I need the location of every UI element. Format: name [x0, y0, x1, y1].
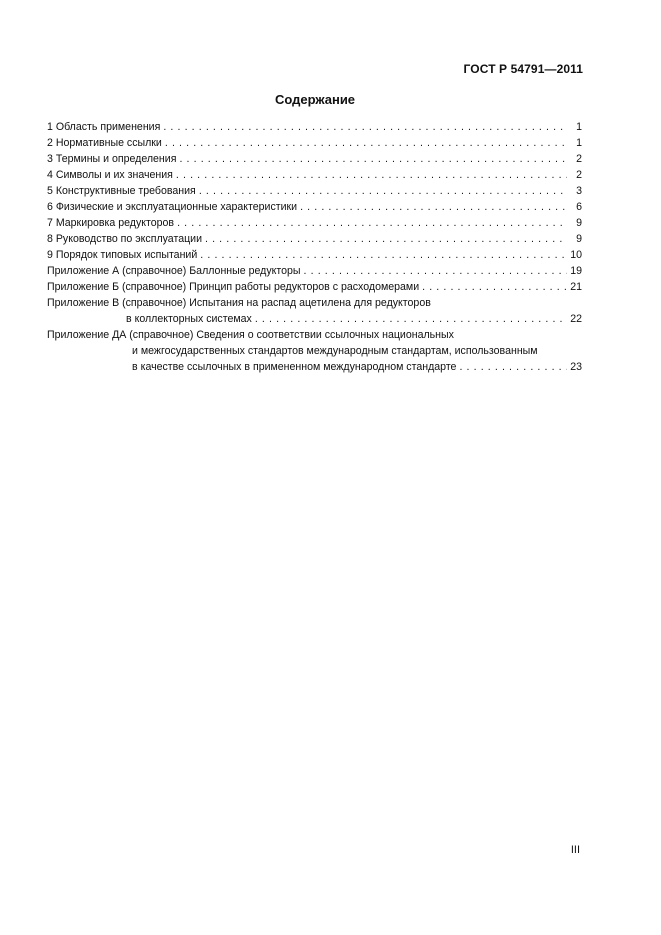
- toc-entry-label-continued: в коллекторных системах: [126, 313, 252, 325]
- standard-code: ГОСТ Р 54791—2011: [463, 62, 583, 76]
- toc-entry-page: 2: [576, 169, 582, 181]
- toc-entry[interactable]: [47, 247, 582, 263]
- toc-entry-label: 4 Символы и их значения: [47, 169, 173, 181]
- toc-leader-dots: [200, 247, 567, 263]
- toc-entry-page: 6: [576, 201, 582, 213]
- toc-leader-dots: [300, 199, 567, 215]
- toc-entry[interactable]: [47, 151, 582, 167]
- toc-entry[interactable]: [47, 263, 582, 279]
- toc-entry-appendix-v-continued[interactable]: [47, 311, 582, 327]
- toc-leader-dots: [179, 151, 567, 167]
- toc-entry-page: 19: [570, 265, 582, 277]
- toc-entry-label: Приложение ДА (справочное) Сведения о соответствии ссылочных национальных: [47, 329, 454, 341]
- table-of-contents: [47, 119, 582, 375]
- toc-leader-dots: [176, 167, 567, 183]
- toc-leader-dots: [205, 231, 567, 247]
- toc-entry-label: 1 Область применения: [47, 121, 161, 133]
- toc-leader-dots: [255, 311, 567, 327]
- toc-entry-page: 2: [576, 153, 582, 165]
- toc-entry-label: 6 Физические и эксплуатационные характеристики: [47, 201, 298, 213]
- toc-entry-appendix-da-continued[interactable]: [47, 343, 582, 359]
- toc-leader-dots: [422, 279, 567, 295]
- toc-entry-appendix-da-continued[interactable]: [47, 359, 582, 375]
- toc-entry-appendix-da[interactable]: [47, 327, 582, 343]
- toc-entry-label-continued: и межгосударственных стандартов международным стандартам, использованным: [132, 345, 538, 357]
- toc-entry[interactable]: [47, 231, 582, 247]
- toc-leader-dots: [165, 135, 567, 151]
- toc-entry-label: 3 Термины и определения: [47, 153, 177, 165]
- toc-entry-label-continued: в качестве ссылочных в примененном международном стандарте: [132, 361, 457, 373]
- toc-entry-page: 10: [570, 249, 582, 261]
- toc-entry[interactable]: [47, 119, 582, 135]
- toc-entry[interactable]: [47, 183, 582, 199]
- toc-entry-page: 21: [570, 281, 582, 293]
- toc-entry-label: Приложение Б (справочное) Принцип работы редукторов с расходомерами: [47, 281, 420, 293]
- toc-leader-dots: [199, 183, 567, 199]
- toc-leader-dots: [304, 263, 567, 279]
- page-title: Содержание: [274, 92, 356, 107]
- toc-entry[interactable]: [47, 167, 582, 183]
- toc-entry-label: 5 Конструктивные требования: [47, 185, 196, 197]
- toc-entry-label: 2 Нормативные ссылки: [47, 137, 162, 149]
- toc-entry-page: 22: [570, 313, 582, 325]
- toc-entry-label: Приложение В (справочное) Испытания на распад ацетилена для редукторов: [47, 297, 431, 309]
- toc-entry-page: 9: [576, 233, 582, 245]
- toc-entry-label: 9 Порядок типовых испытаний: [47, 249, 198, 261]
- toc-entry[interactable]: [47, 199, 582, 215]
- toc-entry-label: 8 Руководство по эксплуатации: [47, 233, 202, 245]
- toc-entry-page: 3: [576, 185, 582, 197]
- toc-entry-label: Приложение А (справочное) Баллонные редукторы: [47, 265, 301, 277]
- toc-leader-dots: [177, 215, 567, 231]
- toc-entry-page: 1: [576, 137, 582, 149]
- toc-leader-dots: [459, 359, 567, 375]
- toc-entry-label: 7 Маркировка редукторов: [47, 217, 175, 229]
- page-number: III: [570, 844, 580, 856]
- toc-entry[interactable]: [47, 279, 582, 295]
- toc-entry-page: 23: [570, 361, 582, 373]
- toc-entry[interactable]: [47, 215, 582, 231]
- toc-entry-appendix-v[interactable]: [47, 295, 582, 311]
- toc-leader-dots: [163, 119, 567, 135]
- toc-entry-page: 1: [576, 121, 582, 133]
- toc-entry[interactable]: [47, 135, 582, 151]
- toc-entry-page: 9: [576, 217, 582, 229]
